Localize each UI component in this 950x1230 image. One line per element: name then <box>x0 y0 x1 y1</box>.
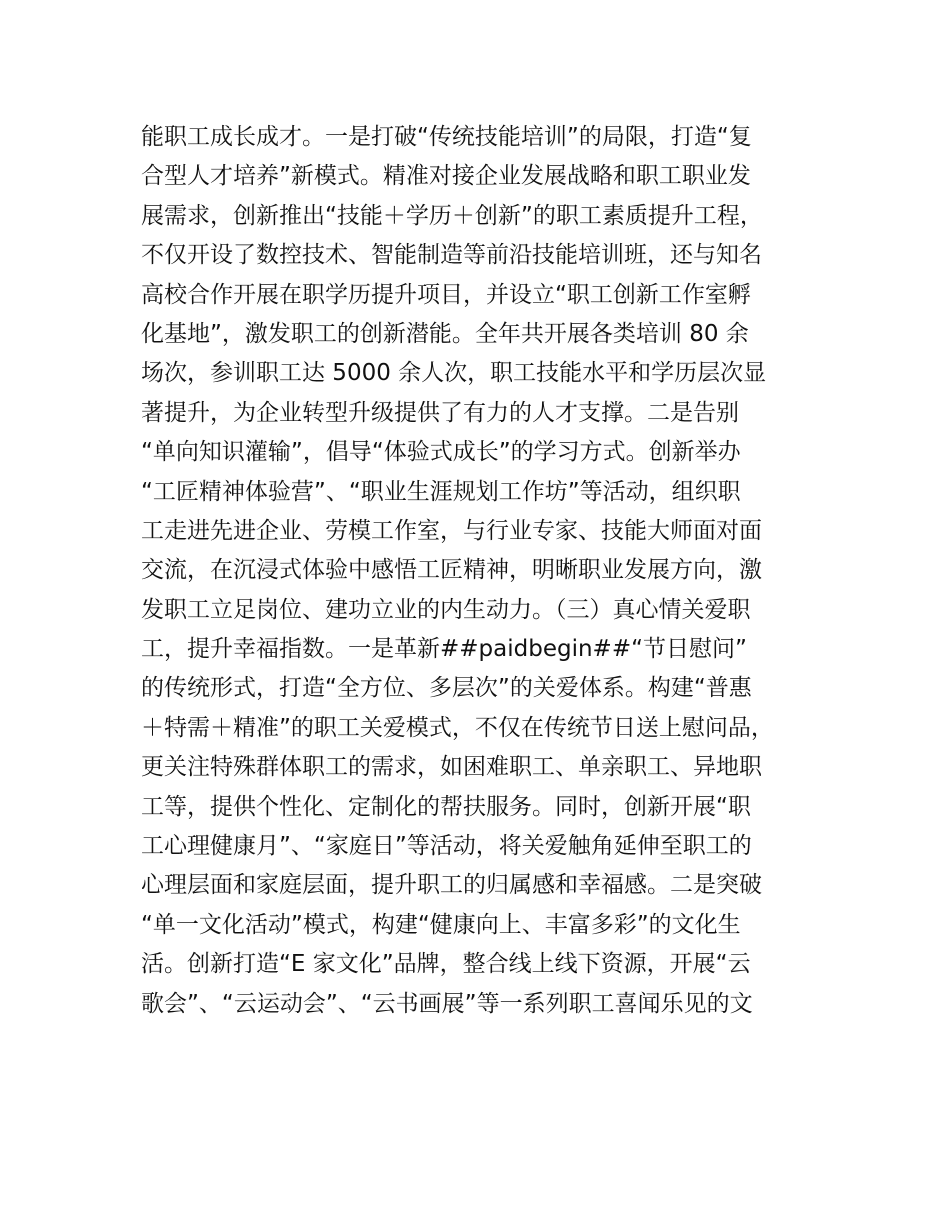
text-line: 高校合作开展在职学历提升项目，并设立“职工创新工作室孵 <box>141 281 751 308</box>
text-line: “单一文化活动”模式，构建“健康向上、丰富多彩”的文化生 <box>141 911 741 938</box>
text-line: “单向知识灌输”，倡导“体验式成长”的学习方式。创新举办 <box>141 439 741 466</box>
text-line: 场次，参训职工达 5000 余人次，职工技能水平和学历层次显 <box>141 360 767 387</box>
body-paragraph <box>141 118 841 1024</box>
text-line: 工等，提供个性化、定制化的帮扶服务。同时，创新开展“职 <box>141 793 751 820</box>
text-line: 歌会”、“云运动会”、“云书画展”等一系列职工喜闻乐见的文 <box>141 990 753 1017</box>
text-line: 交流，在沉浸式体验中感悟工匠精神，明晰职业发展方向，激 <box>141 557 762 584</box>
text-line: 发职工立足岗位、建功立业的内生动力。（三）真心情关爱职 <box>141 596 751 623</box>
text-line: 工走进先进企业、劳模工作室，与行业专家、技能大师面对面 <box>141 517 762 544</box>
text-line: ＋特需＋精准”的职工关爱模式，不仅在传统节日送上慰问品， <box>141 714 774 741</box>
text-line: 能职工成长成才。一是打破“传统技能培训”的局限，打造“复 <box>141 124 752 150</box>
text-line: 活。创新打造“E 家文化”品牌，整合线上线下资源，开展“云 <box>141 951 751 978</box>
text-line: 的传统形式，打造“全方位、多层次”的关爱体系。构建“普惠 <box>141 675 752 702</box>
text-line: 工，提升幸福指数。一是革新##paidbegin##“节日慰问” <box>141 636 747 663</box>
text-line: 展需求，创新推出“技能＋学历＋创新”的职工素质提升工程， <box>141 202 763 229</box>
text-line: 不仅开设了数控技术、智能制造等前沿技能培训班，还与知名 <box>141 242 762 269</box>
text-line: 著提升，为企业转型升级提供了有力的人才支撑。二是告别 <box>141 399 739 426</box>
text-line: 合型人才培养”新模式。精准对接企业发展战略和职工职业发 <box>141 163 751 190</box>
text-line: 工心理健康月”、“家庭日”等活动，将关爱触角延伸至职工的 <box>141 833 752 860</box>
text-line: 更关注特殊群体职工的需求，如困难职工、单亲职工、异地职 <box>141 754 762 781</box>
text-line: 心理层面和家庭层面，提升职工的归属感和幸福感。二是突破 <box>141 872 762 899</box>
text-line: “工匠精神体验营”、“职业生涯规划工作坊”等活动，组织职 <box>141 478 741 505</box>
text-line: 化基地”，激发职工的创新潜能。全年共开展各类培训 80 余 <box>141 320 749 347</box>
